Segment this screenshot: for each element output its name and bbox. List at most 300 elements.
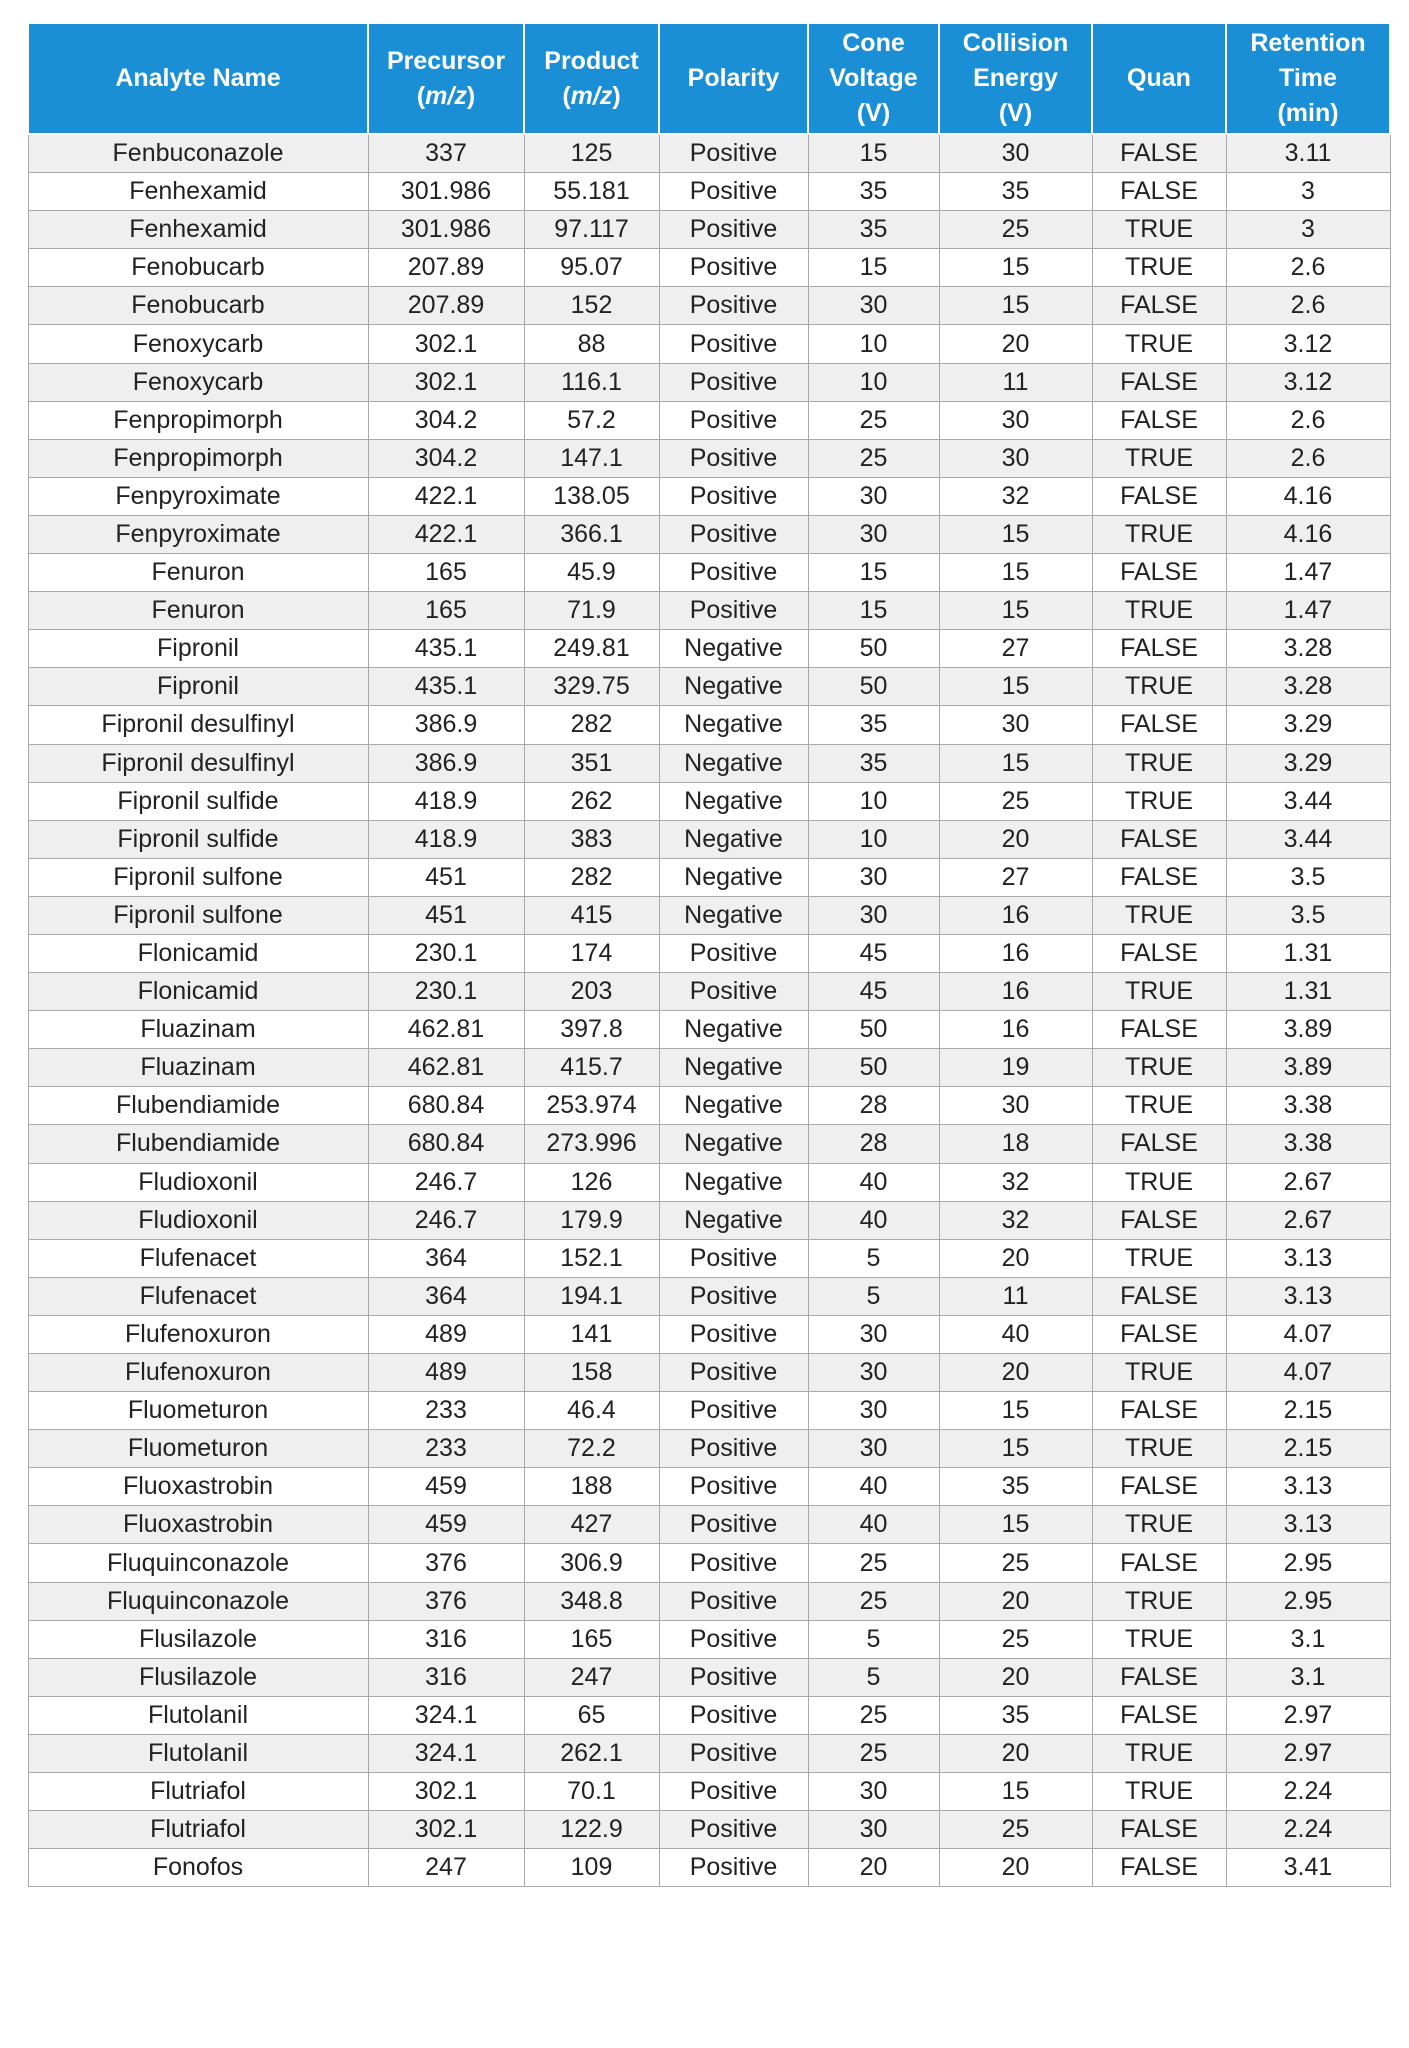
cell-cone-voltage: 15 bbox=[808, 249, 939, 287]
table-row bbox=[28, 1544, 1390, 1582]
table-row bbox=[28, 249, 1390, 287]
cell-analyte-name: Flutriafol bbox=[28, 1773, 368, 1811]
cell-analyte-name: Fenbuconazole bbox=[28, 134, 368, 173]
cell-analyte-name: Fluometuron bbox=[28, 1392, 368, 1430]
cell-cone-voltage: 35 bbox=[808, 744, 939, 782]
cell-polarity: Positive bbox=[659, 134, 808, 173]
cell-collision-energy: 15 bbox=[939, 744, 1092, 782]
cell-precursor-mz: 302.1 bbox=[368, 363, 524, 401]
table-row bbox=[28, 1620, 1390, 1658]
column-header-line: (m/z) bbox=[562, 81, 621, 110]
cell-precursor-mz: 364 bbox=[368, 1277, 524, 1315]
cell-cone-voltage: 10 bbox=[808, 782, 939, 820]
cell-retention-time: 2.95 bbox=[1226, 1544, 1390, 1582]
cell-quan: FALSE bbox=[1092, 630, 1226, 668]
cell-retention-time: 2.15 bbox=[1226, 1392, 1390, 1430]
cell-polarity: Positive bbox=[659, 1430, 808, 1468]
cell-cone-voltage: 5 bbox=[808, 1620, 939, 1658]
cell-cone-voltage: 35 bbox=[808, 706, 939, 744]
cell-collision-energy: 30 bbox=[939, 706, 1092, 744]
table-row bbox=[28, 782, 1390, 820]
cell-analyte-name: Flufenacet bbox=[28, 1239, 368, 1277]
cell-product-mz: 158 bbox=[524, 1354, 659, 1392]
cell-precursor-mz: 451 bbox=[368, 896, 524, 934]
cell-cone-voltage: 25 bbox=[808, 1696, 939, 1734]
cell-quan: FALSE bbox=[1092, 1696, 1226, 1734]
cell-quan: TRUE bbox=[1092, 782, 1226, 820]
cell-polarity: Positive bbox=[659, 1315, 808, 1353]
column-header-line: (V) bbox=[856, 99, 891, 127]
cell-quan: FALSE bbox=[1092, 477, 1226, 515]
cell-cone-voltage: 45 bbox=[808, 973, 939, 1011]
cell-analyte-name: Flutriafol bbox=[28, 1811, 368, 1849]
cell-product-mz: 46.4 bbox=[524, 1392, 659, 1430]
cell-precursor-mz: 247 bbox=[368, 1849, 524, 1887]
cell-product-mz: 247 bbox=[524, 1658, 659, 1696]
column-header-line: Retention bbox=[1250, 29, 1366, 57]
cell-retention-time: 3.13 bbox=[1226, 1506, 1390, 1544]
cell-cone-voltage: 25 bbox=[808, 439, 939, 477]
column-header-quan bbox=[1092, 23, 1226, 134]
cell-retention-time: 3.13 bbox=[1226, 1239, 1390, 1277]
cell-polarity: Positive bbox=[659, 1849, 808, 1887]
cell-collision-energy: 32 bbox=[939, 1201, 1092, 1239]
table-row bbox=[28, 1277, 1390, 1315]
table-row bbox=[28, 287, 1390, 325]
cell-collision-energy: 27 bbox=[939, 858, 1092, 896]
cell-polarity: Negative bbox=[659, 1163, 808, 1201]
cell-polarity: Negative bbox=[659, 858, 808, 896]
cell-analyte-name: Flutolanil bbox=[28, 1734, 368, 1772]
cell-quan: TRUE bbox=[1092, 1430, 1226, 1468]
column-header-line: (m/z) bbox=[416, 81, 476, 110]
cell-cone-voltage: 25 bbox=[808, 401, 939, 439]
table-header bbox=[28, 23, 1390, 134]
cell-quan: TRUE bbox=[1092, 515, 1226, 553]
cell-precursor-mz: 230.1 bbox=[368, 973, 524, 1011]
cell-cone-voltage: 40 bbox=[808, 1468, 939, 1506]
cell-collision-energy: 25 bbox=[939, 1544, 1092, 1582]
table-row bbox=[28, 211, 1390, 249]
cell-polarity: Positive bbox=[659, 1239, 808, 1277]
cell-polarity: Negative bbox=[659, 820, 808, 858]
cell-retention-time: 3.13 bbox=[1226, 1277, 1390, 1315]
cell-quan: TRUE bbox=[1092, 1049, 1226, 1087]
cell-precursor-mz: 364 bbox=[368, 1239, 524, 1277]
cell-retention-time: 2.97 bbox=[1226, 1734, 1390, 1772]
cell-cone-voltage: 25 bbox=[808, 1582, 939, 1620]
cell-precursor-mz: 316 bbox=[368, 1658, 524, 1696]
cell-quan: TRUE bbox=[1092, 973, 1226, 1011]
cell-cone-voltage: 5 bbox=[808, 1658, 939, 1696]
cell-cone-voltage: 30 bbox=[808, 1773, 939, 1811]
cell-collision-energy: 32 bbox=[939, 477, 1092, 515]
cell-quan: FALSE bbox=[1092, 1277, 1226, 1315]
cell-polarity: Positive bbox=[659, 287, 808, 325]
table-row bbox=[28, 1011, 1390, 1049]
cell-quan: FALSE bbox=[1092, 1658, 1226, 1696]
cell-analyte-name: Fludioxonil bbox=[28, 1163, 368, 1201]
cell-polarity: Positive bbox=[659, 1277, 808, 1315]
cell-analyte-name: Fipronil bbox=[28, 630, 368, 668]
cell-cone-voltage: 40 bbox=[808, 1163, 939, 1201]
cell-polarity: Negative bbox=[659, 782, 808, 820]
cell-analyte-name: Flutolanil bbox=[28, 1696, 368, 1734]
cell-cone-voltage: 5 bbox=[808, 1239, 939, 1277]
cell-retention-time: 2.6 bbox=[1226, 401, 1390, 439]
cell-analyte-name: Fluometuron bbox=[28, 1430, 368, 1468]
cell-quan: TRUE bbox=[1092, 896, 1226, 934]
cell-collision-energy: 40 bbox=[939, 1315, 1092, 1353]
table-row bbox=[28, 668, 1390, 706]
cell-analyte-name: Fluquinconazole bbox=[28, 1544, 368, 1582]
cell-quan: TRUE bbox=[1092, 1734, 1226, 1772]
cell-product-mz: 71.9 bbox=[524, 592, 659, 630]
cell-polarity: Negative bbox=[659, 1201, 808, 1239]
cell-analyte-name: Flusilazole bbox=[28, 1658, 368, 1696]
cell-product-mz: 262 bbox=[524, 782, 659, 820]
cell-product-mz: 72.2 bbox=[524, 1430, 659, 1468]
cell-analyte-name: Fluazinam bbox=[28, 1049, 368, 1087]
cell-collision-energy: 30 bbox=[939, 134, 1092, 173]
cell-precursor-mz: 246.7 bbox=[368, 1201, 524, 1239]
cell-product-mz: 57.2 bbox=[524, 401, 659, 439]
cell-polarity: Positive bbox=[659, 211, 808, 249]
cell-retention-time: 2.95 bbox=[1226, 1582, 1390, 1620]
cell-precursor-mz: 233 bbox=[368, 1430, 524, 1468]
cell-polarity: Positive bbox=[659, 1620, 808, 1658]
cell-retention-time: 2.67 bbox=[1226, 1201, 1390, 1239]
column-header-cone-voltage bbox=[808, 23, 939, 134]
column-header-line: (V) bbox=[998, 99, 1033, 127]
cell-analyte-name: Fenhexamid bbox=[28, 211, 368, 249]
cell-analyte-name: Fipronil sulfone bbox=[28, 858, 368, 896]
table-row bbox=[28, 1163, 1390, 1201]
table-row bbox=[28, 477, 1390, 515]
cell-collision-energy: 20 bbox=[939, 1658, 1092, 1696]
cell-analyte-name: Fipronil desulfinyl bbox=[28, 706, 368, 744]
table-row bbox=[28, 1392, 1390, 1430]
cell-analyte-name: Fipronil bbox=[28, 668, 368, 706]
cell-cone-voltage: 40 bbox=[808, 1506, 939, 1544]
cell-quan: FALSE bbox=[1092, 1849, 1226, 1887]
cell-quan: FALSE bbox=[1092, 858, 1226, 896]
cell-precursor-mz: 316 bbox=[368, 1620, 524, 1658]
cell-product-mz: 55.181 bbox=[524, 173, 659, 211]
table-row bbox=[28, 1125, 1390, 1163]
cell-quan: FALSE bbox=[1092, 554, 1226, 592]
cell-collision-energy: 35 bbox=[939, 173, 1092, 211]
cell-quan: TRUE bbox=[1092, 249, 1226, 287]
cell-collision-energy: 15 bbox=[939, 554, 1092, 592]
cell-analyte-name: Flubendiamide bbox=[28, 1125, 368, 1163]
cell-retention-time: 3.29 bbox=[1226, 744, 1390, 782]
cell-precursor-mz: 302.1 bbox=[368, 325, 524, 363]
cell-cone-voltage: 50 bbox=[808, 668, 939, 706]
table-row bbox=[28, 1430, 1390, 1468]
cell-polarity: Positive bbox=[659, 1506, 808, 1544]
cell-collision-energy: 15 bbox=[939, 1506, 1092, 1544]
cell-precursor-mz: 207.89 bbox=[368, 287, 524, 325]
cell-analyte-name: Flufenoxuron bbox=[28, 1354, 368, 1392]
cell-polarity: Negative bbox=[659, 706, 808, 744]
cell-collision-energy: 27 bbox=[939, 630, 1092, 668]
cell-quan: FALSE bbox=[1092, 134, 1226, 173]
cell-product-mz: 188 bbox=[524, 1468, 659, 1506]
cell-retention-time: 1.31 bbox=[1226, 934, 1390, 972]
column-header-line: (min) bbox=[1277, 99, 1339, 127]
cell-cone-voltage: 25 bbox=[808, 1544, 939, 1582]
cell-cone-voltage: 28 bbox=[808, 1087, 939, 1125]
cell-product-mz: 348.8 bbox=[524, 1582, 659, 1620]
cell-product-mz: 126 bbox=[524, 1163, 659, 1201]
cell-analyte-name: Fluquinconazole bbox=[28, 1582, 368, 1620]
cell-retention-time: 3.5 bbox=[1226, 896, 1390, 934]
cell-retention-time: 3.12 bbox=[1226, 363, 1390, 401]
cell-analyte-name: Flusilazole bbox=[28, 1620, 368, 1658]
cell-precursor-mz: 324.1 bbox=[368, 1696, 524, 1734]
cell-analyte-name: Flonicamid bbox=[28, 973, 368, 1011]
table-row bbox=[28, 173, 1390, 211]
cell-product-mz: 282 bbox=[524, 706, 659, 744]
cell-retention-time: 3.89 bbox=[1226, 1049, 1390, 1087]
cell-collision-energy: 15 bbox=[939, 1430, 1092, 1468]
cell-analyte-name: Fenuron bbox=[28, 592, 368, 630]
cell-precursor-mz: 422.1 bbox=[368, 477, 524, 515]
table-row bbox=[28, 1354, 1390, 1392]
cell-collision-energy: 25 bbox=[939, 211, 1092, 249]
cell-analyte-name: Fenpyroximate bbox=[28, 477, 368, 515]
cell-collision-energy: 35 bbox=[939, 1468, 1092, 1506]
cell-product-mz: 141 bbox=[524, 1315, 659, 1353]
cell-polarity: Positive bbox=[659, 249, 808, 287]
cell-product-mz: 152 bbox=[524, 287, 659, 325]
cell-analyte-name: Fipronil desulfinyl bbox=[28, 744, 368, 782]
cell-precursor-mz: 165 bbox=[368, 554, 524, 592]
cell-retention-time: 1.47 bbox=[1226, 592, 1390, 630]
table-row bbox=[28, 820, 1390, 858]
cell-analyte-name: Flonicamid bbox=[28, 934, 368, 972]
cell-collision-energy: 15 bbox=[939, 287, 1092, 325]
cell-quan: TRUE bbox=[1092, 1773, 1226, 1811]
column-header-line: Voltage bbox=[829, 64, 918, 92]
cell-retention-time: 4.07 bbox=[1226, 1354, 1390, 1392]
table-row bbox=[28, 1849, 1390, 1887]
cell-product-mz: 45.9 bbox=[524, 554, 659, 592]
cell-product-mz: 138.05 bbox=[524, 477, 659, 515]
cell-product-mz: 194.1 bbox=[524, 1277, 659, 1315]
cell-polarity: Positive bbox=[659, 325, 808, 363]
cell-retention-time: 2.15 bbox=[1226, 1430, 1390, 1468]
cell-collision-energy: 15 bbox=[939, 1773, 1092, 1811]
cell-product-mz: 351 bbox=[524, 744, 659, 782]
cell-analyte-name: Flufenacet bbox=[28, 1277, 368, 1315]
cell-polarity: Positive bbox=[659, 401, 808, 439]
cell-quan: TRUE bbox=[1092, 1163, 1226, 1201]
cell-retention-time: 3.28 bbox=[1226, 668, 1390, 706]
table-row bbox=[28, 896, 1390, 934]
cell-retention-time: 3.38 bbox=[1226, 1125, 1390, 1163]
cell-product-mz: 165 bbox=[524, 1620, 659, 1658]
cell-precursor-mz: 459 bbox=[368, 1506, 524, 1544]
cell-quan: FALSE bbox=[1092, 287, 1226, 325]
table-row bbox=[28, 1773, 1390, 1811]
cell-cone-voltage: 10 bbox=[808, 363, 939, 401]
column-header-retention-time bbox=[1226, 23, 1390, 134]
cell-analyte-name: Fenobucarb bbox=[28, 249, 368, 287]
cell-collision-energy: 20 bbox=[939, 1239, 1092, 1277]
column-header-line: Cone bbox=[842, 29, 905, 57]
mrm-parameters-table bbox=[27, 22, 1391, 1887]
cell-precursor-mz: 324.1 bbox=[368, 1734, 524, 1772]
cell-precursor-mz: 386.9 bbox=[368, 706, 524, 744]
cell-polarity: Positive bbox=[659, 363, 808, 401]
cell-analyte-name: Fipronil sulfide bbox=[28, 820, 368, 858]
table-row bbox=[28, 706, 1390, 744]
cell-precursor-mz: 301.986 bbox=[368, 173, 524, 211]
cell-collision-energy: 16 bbox=[939, 896, 1092, 934]
cell-cone-voltage: 50 bbox=[808, 1049, 939, 1087]
cell-polarity: Positive bbox=[659, 1696, 808, 1734]
cell-quan: FALSE bbox=[1092, 934, 1226, 972]
unit-mz: m/z bbox=[425, 81, 467, 110]
cell-analyte-name: Fonofos bbox=[28, 1849, 368, 1887]
cell-precursor-mz: 489 bbox=[368, 1315, 524, 1353]
cell-polarity: Negative bbox=[659, 668, 808, 706]
cell-cone-voltage: 30 bbox=[808, 1315, 939, 1353]
cell-precursor-mz: 230.1 bbox=[368, 934, 524, 972]
cell-retention-time: 4.16 bbox=[1226, 477, 1390, 515]
cell-retention-time: 3.44 bbox=[1226, 782, 1390, 820]
cell-retention-time: 3.89 bbox=[1226, 1011, 1390, 1049]
cell-precursor-mz: 304.2 bbox=[368, 439, 524, 477]
cell-precursor-mz: 337 bbox=[368, 134, 524, 173]
cell-collision-energy: 32 bbox=[939, 1163, 1092, 1201]
cell-analyte-name: Fenpropimorph bbox=[28, 401, 368, 439]
cell-product-mz: 88 bbox=[524, 325, 659, 363]
cell-collision-energy: 25 bbox=[939, 1620, 1092, 1658]
cell-retention-time: 2.24 bbox=[1226, 1811, 1390, 1849]
column-header-line: Polarity bbox=[687, 64, 780, 92]
table-row bbox=[28, 134, 1390, 173]
cell-quan: FALSE bbox=[1092, 363, 1226, 401]
header-row bbox=[28, 23, 1390, 134]
cell-cone-voltage: 30 bbox=[808, 1430, 939, 1468]
cell-quan: FALSE bbox=[1092, 1315, 1226, 1353]
cell-product-mz: 122.9 bbox=[524, 1811, 659, 1849]
cell-retention-time: 2.6 bbox=[1226, 249, 1390, 287]
table-row bbox=[28, 1506, 1390, 1544]
cell-polarity: Negative bbox=[659, 630, 808, 668]
cell-cone-voltage: 30 bbox=[808, 1811, 939, 1849]
cell-product-mz: 65 bbox=[524, 1696, 659, 1734]
cell-product-mz: 203 bbox=[524, 973, 659, 1011]
column-header-line: Energy bbox=[973, 64, 1058, 92]
cell-quan: FALSE bbox=[1092, 1544, 1226, 1582]
cell-cone-voltage: 30 bbox=[808, 515, 939, 553]
cell-cone-voltage: 5 bbox=[808, 1277, 939, 1315]
cell-cone-voltage: 10 bbox=[808, 820, 939, 858]
cell-precursor-mz: 459 bbox=[368, 1468, 524, 1506]
cell-product-mz: 262.1 bbox=[524, 1734, 659, 1772]
cell-quan: TRUE bbox=[1092, 439, 1226, 477]
cell-quan: TRUE bbox=[1092, 1582, 1226, 1620]
cell-analyte-name: Flubendiamide bbox=[28, 1087, 368, 1125]
cell-product-mz: 116.1 bbox=[524, 363, 659, 401]
cell-precursor-mz: 451 bbox=[368, 858, 524, 896]
cell-retention-time: 2.24 bbox=[1226, 1773, 1390, 1811]
cell-retention-time: 2.67 bbox=[1226, 1163, 1390, 1201]
column-header-line: Product bbox=[544, 46, 639, 75]
cell-polarity: Positive bbox=[659, 592, 808, 630]
cell-retention-time: 3.28 bbox=[1226, 630, 1390, 668]
cell-collision-energy: 15 bbox=[939, 668, 1092, 706]
cell-collision-energy: 30 bbox=[939, 1087, 1092, 1125]
cell-cone-voltage: 10 bbox=[808, 325, 939, 363]
column-header-analyte-name bbox=[28, 23, 368, 134]
cell-retention-time: 3.11 bbox=[1226, 134, 1390, 173]
cell-collision-energy: 15 bbox=[939, 515, 1092, 553]
cell-quan: TRUE bbox=[1092, 744, 1226, 782]
cell-retention-time: 4.07 bbox=[1226, 1315, 1390, 1353]
cell-quan: FALSE bbox=[1092, 1201, 1226, 1239]
cell-collision-energy: 16 bbox=[939, 934, 1092, 972]
cell-product-mz: 97.117 bbox=[524, 211, 659, 249]
cell-retention-time: 3.13 bbox=[1226, 1468, 1390, 1506]
cell-precursor-mz: 386.9 bbox=[368, 744, 524, 782]
cell-polarity: Positive bbox=[659, 554, 808, 592]
cell-quan: TRUE bbox=[1092, 668, 1226, 706]
cell-precursor-mz: 301.986 bbox=[368, 211, 524, 249]
cell-analyte-name: Fenpyroximate bbox=[28, 515, 368, 553]
cell-quan: TRUE bbox=[1092, 592, 1226, 630]
cell-precursor-mz: 302.1 bbox=[368, 1773, 524, 1811]
column-header-product-mz bbox=[524, 23, 659, 134]
cell-product-mz: 152.1 bbox=[524, 1239, 659, 1277]
cell-retention-time: 3.5 bbox=[1226, 858, 1390, 896]
cell-cone-voltage: 25 bbox=[808, 1734, 939, 1772]
cell-analyte-name: Fenuron bbox=[28, 554, 368, 592]
cell-collision-energy: 11 bbox=[939, 1277, 1092, 1315]
table-row bbox=[28, 592, 1390, 630]
table-row bbox=[28, 1239, 1390, 1277]
cell-analyte-name: Flufenoxuron bbox=[28, 1315, 368, 1353]
table-row bbox=[28, 973, 1390, 1011]
cell-collision-energy: 20 bbox=[939, 820, 1092, 858]
cell-cone-voltage: 30 bbox=[808, 858, 939, 896]
cell-cone-voltage: 30 bbox=[808, 287, 939, 325]
cell-product-mz: 415 bbox=[524, 896, 659, 934]
cell-precursor-mz: 376 bbox=[368, 1582, 524, 1620]
cell-polarity: Positive bbox=[659, 1773, 808, 1811]
cell-precursor-mz: 418.9 bbox=[368, 782, 524, 820]
cell-collision-energy: 20 bbox=[939, 1582, 1092, 1620]
cell-product-mz: 179.9 bbox=[524, 1201, 659, 1239]
cell-precursor-mz: 246.7 bbox=[368, 1163, 524, 1201]
cell-analyte-name: Fenpropimorph bbox=[28, 439, 368, 477]
cell-polarity: Positive bbox=[659, 1544, 808, 1582]
cell-analyte-name: Fludioxonil bbox=[28, 1201, 368, 1239]
cell-cone-voltage: 40 bbox=[808, 1201, 939, 1239]
table-row bbox=[28, 554, 1390, 592]
cell-collision-energy: 18 bbox=[939, 1125, 1092, 1163]
cell-product-mz: 95.07 bbox=[524, 249, 659, 287]
column-header-line: Time bbox=[1279, 64, 1337, 92]
cell-cone-voltage: 45 bbox=[808, 934, 939, 972]
table-row bbox=[28, 363, 1390, 401]
cell-precursor-mz: 418.9 bbox=[368, 820, 524, 858]
table-row bbox=[28, 1582, 1390, 1620]
